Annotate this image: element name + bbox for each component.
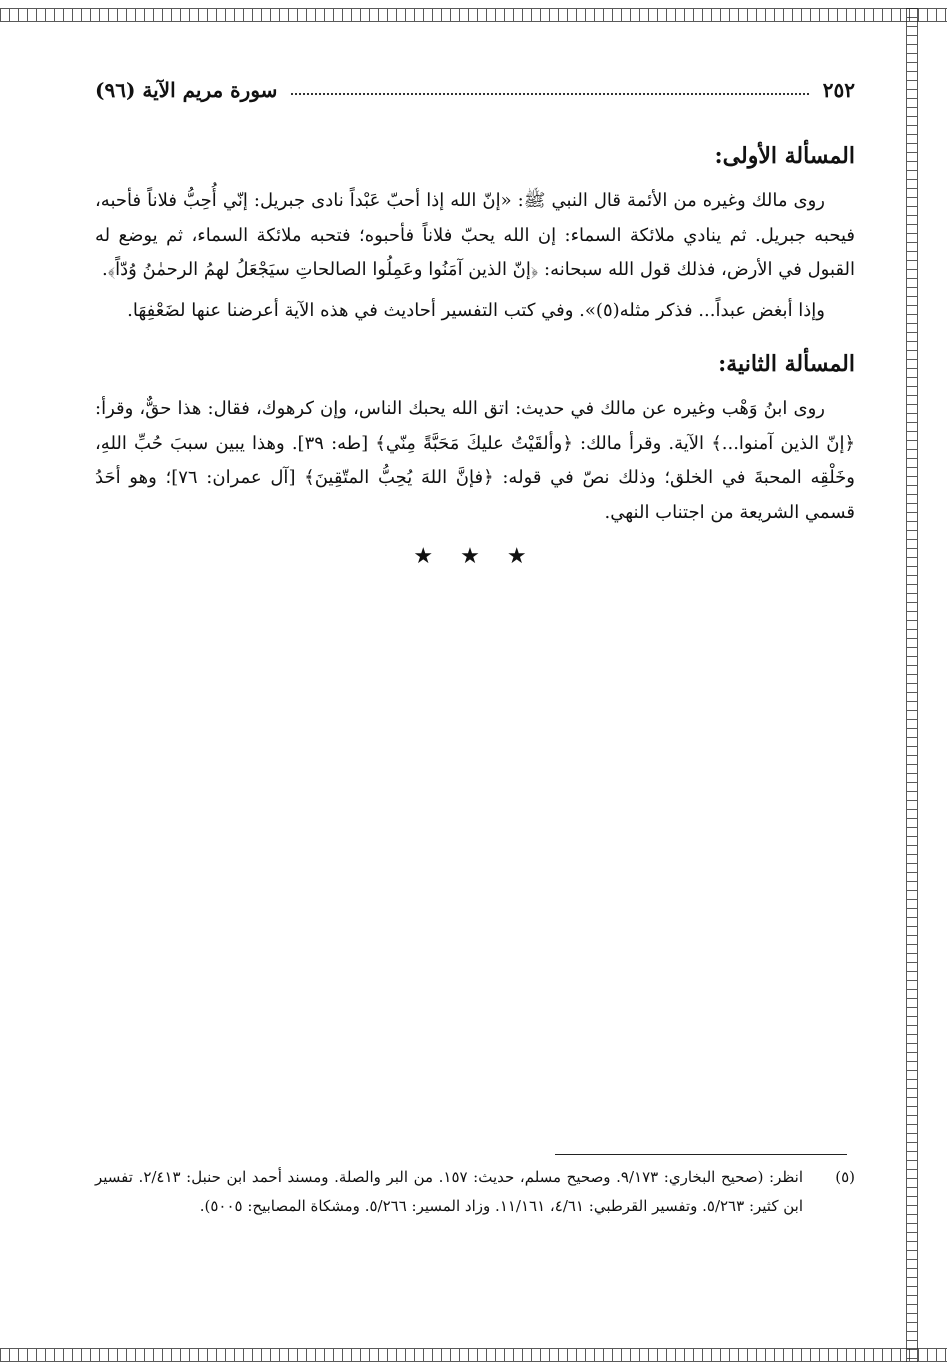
paragraph: روى ابنُ وَهْب وغيره عن مالك في حديث: اتق الله يحبك الناس، وإن كرهوك، فقال: هذا حقٌّ، وقرأ: ﴿إنّ الذين آمنوا...﴾ الآية. وقرأ مالك: ﴿وألقَيْتُ عليكَ مَحَبَّةً مِنّي﴾ [طه: ٣٩]. وهذا يبين سببَ حُبِّ اللهِ، وخَلْقِه المحبةَ في الخلق؛ وذلك نصّ في قوله: ﴿فإنَّ اللهَ يُحِبُّ المتّقِينَ﴾ [آل عمران: ٧٦]؛ وهو أحَدُ قسمي الشريعة من اجتناب النهي. bbox=[95, 398, 855, 523]
paragraph: روى مالك وغيره من الأئمة قال النبي ﷺ: «إنّ الله إذا أحبّ عَبْداً نادى جبريل: إنّي أُحِبُّ فلاناً فأحبه، فيحبه جبريل. ثم ينادي ملائكة السماء: إن الله يحبّ فلاناً فأحبوه؛ فتحبه ملائكة السماء، ثم يوضع له القبول في الأرض، فذلك قول الله سبحانه: ﴿إنّ الذين آمَنُوا وعَمِلُوا الصالحاتِ سيَجْعَلُ لهمُ الرحمٰنُ وُدّاً﴾. bbox=[95, 190, 855, 280]
footnote-marker: (٥) bbox=[835, 1168, 855, 1186]
page-number: ٢٥٢ bbox=[822, 78, 855, 102]
page-body bbox=[95, 60, 855, 569]
section-heading: المسألة الأولى: bbox=[714, 143, 855, 169]
section-heading: المسألة الثانية: bbox=[718, 351, 855, 377]
footnote-item bbox=[95, 1163, 855, 1221]
footnotes bbox=[95, 1163, 855, 1221]
section-second bbox=[95, 348, 855, 530]
paragraph: وإذا أبغض عبداً... فذكر مثله(٥)». وفي كتب التفسير أحاديث في هذه الآية أعرضنا عنها لضَعْفِهَا. bbox=[127, 299, 825, 321]
footnote-text: انظر: (صحيح البخاري: ٩/١٧٣. وصحيح مسلم، حديث: ١٥٧. من البر والصلة. ومسند أحمد ابن حنبل: ٢/٤١٣. تفسير ابن كثير: ٥/٢٦٣. وتفسير القرطبي: ٤/٦١، ١١/١٦١. وزاد المسير: ٥/٢٦٦. ومشكاة المصابيح: ٥٠٠٥). bbox=[95, 1168, 803, 1215]
ornamental-border-bottom bbox=[0, 1348, 947, 1362]
ornamental-border-top bbox=[0, 8, 947, 22]
footnote-rule bbox=[555, 1154, 847, 1155]
section-separator-stars: ★ ★ ★ bbox=[413, 544, 537, 569]
running-title: سورة مريم الآية (٩٦) bbox=[95, 78, 278, 102]
page-header bbox=[95, 60, 855, 120]
ornamental-border-right bbox=[906, 8, 918, 1362]
section-first bbox=[95, 140, 855, 328]
header-leader-dots bbox=[291, 93, 808, 95]
